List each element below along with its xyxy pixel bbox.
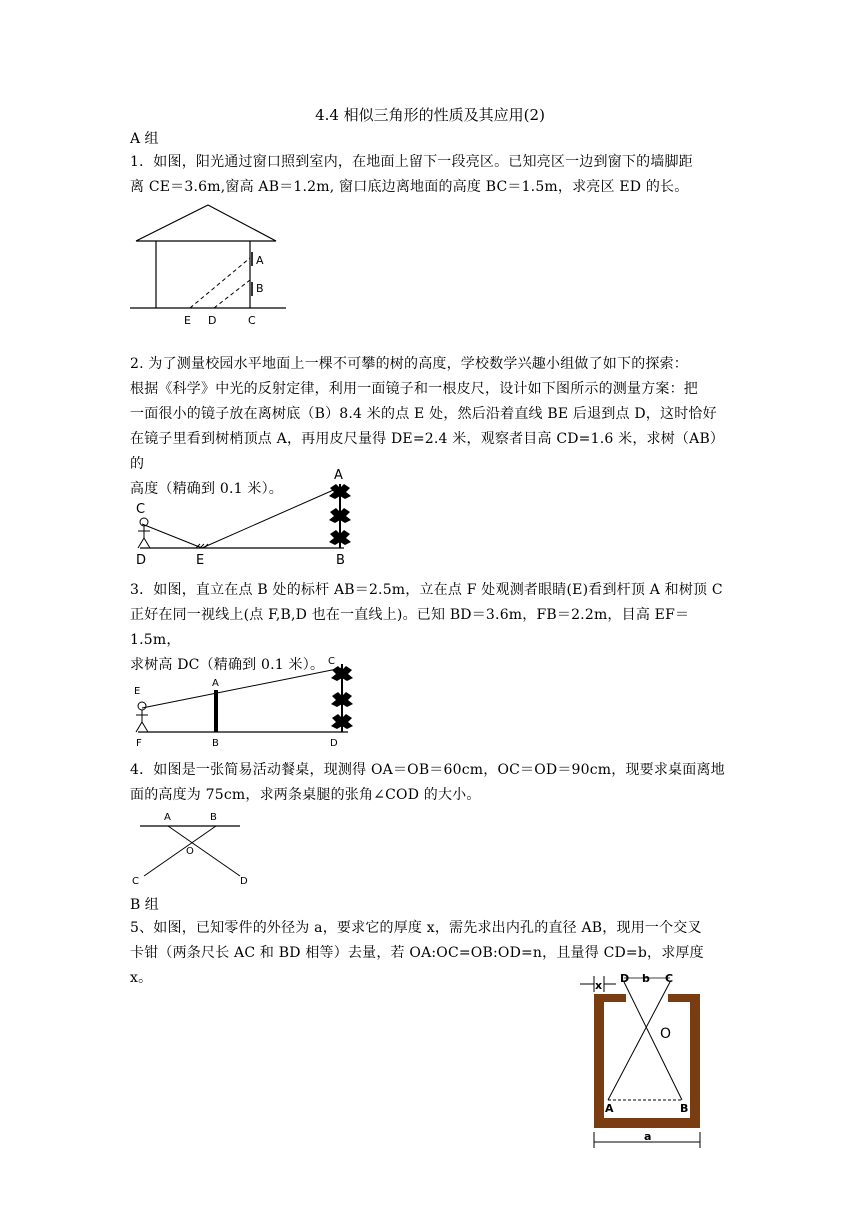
label-D: D <box>208 314 217 327</box>
label-a: a <box>644 1130 652 1143</box>
question-4 <box>130 758 730 808</box>
label-C: C <box>328 656 335 667</box>
label-D: D <box>620 972 630 985</box>
figure-3-pole-tree <box>130 652 370 752</box>
label-C: C <box>665 972 674 985</box>
group-b-heading: B 组 <box>130 897 159 913</box>
group-a-heading: A 组 <box>130 131 159 147</box>
page-title: 4.4 相似三角形的性质及其应用(2) <box>315 106 545 124</box>
figure-2-mirror-tree <box>130 468 370 568</box>
question-3-line: 3．如图，直立在点 B 处的标杆 AB＝2.5m，立在点 F 处观测者眼睛(E)看到杆顶 A 和树顶 C <box>130 582 723 598</box>
figure-5-caliper-part <box>576 970 716 1155</box>
label-O: O <box>660 1026 672 1042</box>
label-B: B <box>210 812 217 823</box>
figure-1-house-window <box>128 200 288 330</box>
label-O: O <box>186 846 194 857</box>
question-5-line: 卡钳（两条尺长 AC 和 BD 相等）去量，若 OA:OC=OB:OD=n，且量得 CD=b，求厚度 x。 <box>130 945 704 986</box>
question-3-line: 正好在同一视线上(点 F,B,D 也在一直线上)。已知 BD＝3.6m，FB＝2.2m，目高 EF＝1.5m， <box>130 607 690 648</box>
label-E: E <box>184 314 191 327</box>
label-A: A <box>256 254 264 267</box>
label-B: B <box>256 282 264 295</box>
label-C: C <box>132 876 139 887</box>
question-1 <box>130 150 730 200</box>
label-x: x <box>595 979 603 992</box>
label-C: C <box>136 502 146 517</box>
question-2-line: 根据《科学》中光的反射定律，利用一面镜子和一根皮尺，设计如下图所示的测量方案：把 <box>130 381 698 397</box>
question-2-line: 2. 为了测量校园水平地面上一棵不可攀的树的高度，学校数学兴趣小组做了如下的探索： <box>130 356 689 372</box>
label-E: E <box>196 553 205 568</box>
question-2-line: 在镜子里看到树梢顶点 A，再用皮尺量得 DE=2.4 米，观察者目高 CD=1.6 米，求树（AB）的 <box>130 431 725 472</box>
label-B: B <box>336 553 345 568</box>
label-C: C <box>248 314 256 327</box>
question-2-line: 高度（精确到 0.1 米）。 <box>130 481 283 497</box>
label-D: D <box>136 553 147 568</box>
label-D: D <box>240 876 248 887</box>
label-E: E <box>134 686 141 697</box>
question-4-line: 面的高度为 75cm，求两条桌腿的张角∠COD 的大小。 <box>130 787 481 803</box>
figure-4-folding-table <box>130 808 260 888</box>
label-B: B <box>680 1102 689 1115</box>
question-2-line: 一面很小的镜子放在离树底（B）8.4 米的点 E 处，然后沿着直线 BE 后退到点 D，这时恰好 <box>130 406 717 422</box>
question-1-line: 离 CE＝3.6m,窗高 AB＝1.2m, 窗口底边离地面的高度 BC＝1.5m，求亮区 ED 的长。 <box>130 179 689 195</box>
label-A: A <box>212 678 219 689</box>
label-A: A <box>605 1102 614 1115</box>
question-1-line: 1．如图，阳光通过窗口照到室内，在地面上留下一段亮区。已知亮区一边到窗下的墙脚距 <box>130 154 693 170</box>
label-D: D <box>330 738 338 749</box>
question-5-line: 5、如图，已知零件的外径为 a，要求它的厚度 x，需先求出内孔的直径 AB，现用一个交叉 <box>130 920 702 936</box>
label-A: A <box>164 812 171 823</box>
label-b: b <box>642 972 650 985</box>
question-4-line: 4．如图是一张简易活动餐桌，现测得 OA＝OB＝60cm，OC＝OD＝90cm，现要求桌面离地 <box>130 762 725 778</box>
label-A: A <box>334 468 343 483</box>
question-3-line: 求树高 DC（精确到 0.1 米）。 <box>130 657 325 673</box>
label-F: F <box>136 738 142 749</box>
label-B: B <box>212 738 219 749</box>
